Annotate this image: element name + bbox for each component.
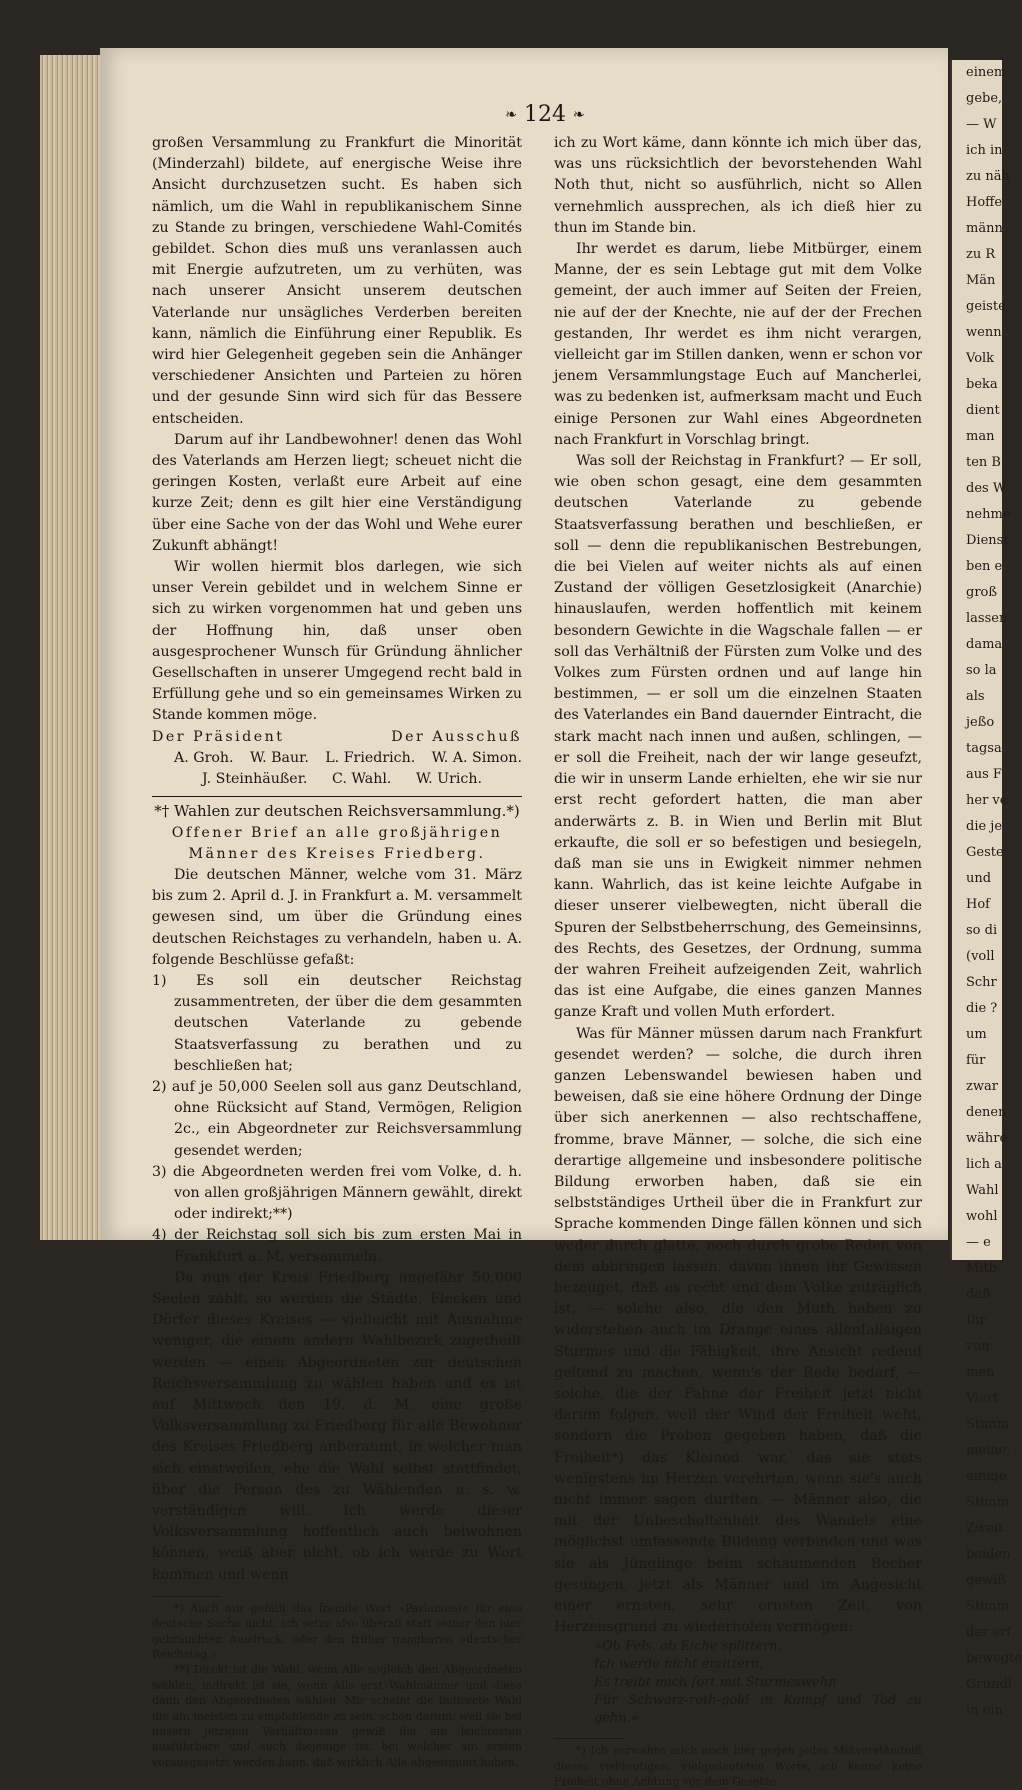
next-page-word: Mitb — [966, 1261, 998, 1276]
next-page-word: lassen — [966, 611, 1008, 626]
next-page-word: zu näh — [966, 169, 1010, 184]
next-page-word: Viert — [966, 1391, 999, 1406]
page-header — [470, 102, 620, 127]
next-page-word: men — [966, 1365, 995, 1380]
page-number: 124 — [524, 102, 566, 127]
signature-name: W. A. Simon. — [431, 749, 522, 766]
next-page-word: — W — [966, 117, 997, 132]
verse-line: Es treibt mich fort mit Sturmeswehn — [594, 1675, 837, 1691]
signature-name: A. Groh. — [174, 749, 234, 766]
list-item: 2) auf je 50,000 Seelen soll aus ganz Deutschland, ohne Rücksicht auf Stand, Vermögen, Religion 2c., ein Abgeordneter zur Reichsversammlung gesendet werden; — [152, 1078, 522, 1159]
next-page-word: Wahl — [966, 1183, 999, 1198]
ornament-right-icon: ❧ — [573, 107, 585, 123]
page-stack-edge — [40, 55, 100, 1240]
open-letter-title: Offener Brief an alle großjährigen Männer des Kreises Friedberg. — [171, 824, 503, 862]
next-page-word: Stimm — [966, 1495, 1009, 1510]
paragraph: Wir wollen hiermit blos darlegen, wie sich unser Verein gebildet und in welchem Sinne er sich zu wirken vorgenommen hat und geben uns der Hoffnung hin, daß unser oben ausgesprochener Wunsch für Gründung ähnlicher Gesellschaften in unserer Umgegend recht bald in Erfüllung gehe und so ein gemeinsames Wirken zu Stande kommen möge. — [152, 559, 522, 724]
next-page-word: die ? — [966, 1001, 998, 1016]
next-page-word: des W — [966, 481, 1007, 496]
signature-name: L. Friedrich. — [325, 749, 416, 766]
next-page-word: beka — [966, 377, 998, 392]
signature-name: C. Wahl. — [332, 771, 392, 788]
paragraph: Darum auf ihr Landbewohner! denen das Wohl des Vaterlands am Herzen liegt; scheuet nicht die geringen Kosten, verlaßt eure Arbeit auf eine kurze Zeit; denn es gilt hier eine Verständigung über eine Sache von der das Wohl und Wehe eurer Zukunft abhängt! — [152, 431, 522, 554]
footnote: **) Direkt ist die Wahl, wenn Alle sogleich den Abgeordneten wählen; indirekt ist sie, wenn Alle erst Wahlmänner und diese dann den Abgeordneten wählen. Mir scheint die indirecte Wahl die am meisten zu empfehlende zu sein, schon darum, weil sie bei unsern jetzigen Verhältnissen gewiß die am leichtesten ausführbare und auch diejenige ist, bei welcher am ersten vorausgesetzt werden kann, daß wirklich Alle abgestimmt haben. — [152, 1663, 522, 1769]
next-page-word: Zweit — [966, 1521, 1004, 1536]
footnote-divider — [152, 1596, 222, 1597]
next-page-word: geiste — [966, 299, 1006, 314]
next-page-word: so la — [966, 663, 997, 678]
next-page-word: bewegte — [966, 1651, 1022, 1666]
signature-names — [152, 748, 522, 769]
list-item: 4) der Reichstag soll sich bis zum ersten Mai in Frankfurt a. M. versammeln. — [152, 1227, 522, 1265]
right-column — [554, 133, 922, 1790]
next-page-fragment — [950, 60, 1022, 1718]
next-page-word: währe — [966, 1131, 1008, 1146]
next-page-word: nehme — [966, 507, 1011, 522]
next-page-word: wenn — [966, 325, 1002, 340]
next-page-word: Ihr — [966, 1313, 986, 1328]
left-column — [152, 133, 522, 1770]
paragraph: Was soll der Reichstag in Frankfurt? — Er soll, wie oben schon gesagt, eine dem gesammten deutschen Vaterlande zu gebende Staatsverfassung berathen und beschließen, er soll — denn die republikanischen Bestrebungen, die bei Vielen auf weiter nichts als auf einen Zustand der völligen Gesetzlosigkeit (Anarchie) hinauslaufen, werden hoffentlich mit keinem besondern Gewichte in die Wagschale fallen — er soll das Verhältniß der Fürsten zum Volke und des Volkes zum Fürsten ordnen und auf lange hin bestimmen, — er soll um die einzelnen Staaten des Vaterlandes ein Band dauernder Eintracht, die stark macht nach innen und außen, schlingen, — er soll die Freiheit, nach der wir lange geseufzt, die wir in unserm Lande erhielten, ehe wir sie nur erst recht gefordert hatten, die man aber anderwärts z. B. in Wien und Berlin mit Blut erkaufte, die soll er so befestigen und besiegeln, daß man sie uns in Ewigkeit nimmer nehmen kann. Wahrlich, das ist keine leichte Aufgabe in dieser unserer vielbewegten, nicht überall die Spuren der Selbstbeherrschung, des Gemeinsinns, des Rechts, des Gesetzes, der Ordnung, summa der wahren Freiheit aufzeigenden Zeit, wahrlich das ist eine Aufgabe, die eines ganzen Mannes ganze Kraft und vollen Muth erfordert. — [554, 453, 922, 1021]
next-page-word: als — [966, 689, 985, 704]
next-page-word: Schr — [966, 975, 997, 990]
signature-president: Der Präsident — [152, 728, 285, 745]
next-page-word: zwar — [966, 1079, 998, 1094]
next-page-word: Geste — [966, 845, 1004, 860]
next-page-word: so di — [966, 923, 998, 938]
next-page-word: denen — [966, 1105, 1007, 1120]
next-page-word: beiden — [966, 1547, 1011, 1562]
next-page-word: man — [966, 429, 995, 444]
next-page-word: dama — [966, 637, 1003, 652]
signature-committee: Der Ausschuß — [391, 728, 522, 745]
next-page-word: wohl — [966, 1209, 998, 1224]
next-page-word: die je — [966, 819, 1003, 834]
next-page-word: Stimm — [966, 1599, 1009, 1614]
next-page-word: gewiß — [966, 1573, 1006, 1588]
paragraph: Die deutschen Männer, welche vom 31. März bis zum 2. April d. J. in Frankfurt a. M. versammelt gewesen sind, um über die Gründung eines deutschen Reichstages zu verhandeln, haben u. A. folgende Beschlüsse gefaßt: — [152, 866, 522, 968]
signature-name: J. Steinhäußer. — [202, 771, 308, 788]
next-page-word: ten B — [966, 455, 1001, 470]
list-item: 1) Es soll ein deutscher Reichstag zusammentreten, der über die dem gesammten deutschen Vaterlande zu gebende Staatsverfassung zu berathen und zu beschließen hat; — [152, 972, 522, 1074]
paragraph: ich zu Wort käme, dann könnte ich mich über das, was uns rücksichtlich der bevorstehenden Wahl Noth thut, nicht so ausführlich, nicht so Allen vernehmlich aussprechen, als ich dieß hier zu thun im Stande bin. — [554, 135, 922, 236]
list-item: 3) die Abgeordneten werden frei vom Volke, d. h. von allen großjährigen Männern gewählt, direkt oder indirekt;**) — [152, 1163, 522, 1223]
next-page-word: von — [966, 1339, 990, 1354]
next-page-word: Hoffe — [966, 195, 1003, 210]
signature-name: W. Urich. — [416, 771, 482, 788]
next-page-word: der erf — [966, 1625, 1012, 1640]
next-page-word: einige — [966, 1469, 1007, 1484]
next-page-word: in ein — [966, 1703, 1003, 1718]
next-page-word: meine, — [966, 1443, 1011, 1458]
next-page-word: für — [966, 1053, 986, 1068]
ornament-left-icon: ❧ — [505, 107, 517, 123]
next-page-word: Män — [966, 273, 996, 288]
section-heading: *† Wahlen zur deutschen Reichsversammlung.*) — [154, 802, 520, 821]
next-page-word: Dienst — [966, 533, 1009, 548]
next-page-word: ich in — [966, 143, 1003, 158]
next-page-word: (voll — [966, 949, 995, 964]
verse-line: Ich werde nicht erzittern, — [594, 1657, 764, 1673]
signature-roles — [152, 727, 522, 748]
next-page-word: aus F — [966, 767, 1002, 782]
paragraph: Da nun der Kreis Friedberg ungefähr 50,000 Seelen zählt, so werden die Städte, Flecken und Dörfer dieses Kreises — vielleicht mit Ausnahme weniger, die einem andern Wahlbezirk zugetheilt werden — einen Abgeordneten zur deutschen Reichsversammlung zu wählen haben und es ist auf Mittwoch den 19. d. M. eine große Volksversammlung zu Friedberg für alle Bewohner des Kreises Friedberg anberaumt, in welcher man sich einstweilen, ehe die Wahl selbst stattfindet, über die Person des zu Wählenden u. s. w. verständigen will. Ich werde dieser Volksversammlung hoffentlich auch beiwohnen können, weiß aber nicht, ob ich werde zu Wort kommen und wenn — [152, 1269, 522, 1583]
paragraph: großen Versammlung zu Frankfurt die Minorität (Minderzahl) bildete, auf energische Weise ihre Ansicht durchzusetzen sucht. Es haben sich nämlich, um die Wahl in republikanischem Sinne zu Stande zu bringen, verschiedene Wahl-Comités gebildet. Schon dies muß uns veranlassen auch mit Energie aufzutreten, um zu verhüten, was nach unserer Ansicht unserem deutschen Vaterlande nur unsägliches Verderben bereiten kann, nämlich die Einführung einer Republik. Es wird hier Gelegenheit gegeben sein die Anhänger verschiedener Ansichten und Parteien zu hören und der gesunde Sinn wird sich für das Bessere entscheiden. — [152, 135, 522, 427]
next-page-word: einem — [966, 65, 1007, 80]
next-page-word: Volk — [966, 351, 995, 366]
verse-line: »Ob Fels, ob Eiche splittern, — [594, 1639, 782, 1655]
signature-names — [152, 769, 522, 790]
footnote: *) Auch mir gefällt das fremde Wort »Parlament« für eine deutsche Sache nicht; ich setze also überall statt seiner den hier gebrauchten Ausdruck, oder den früher gangbaren »deutscher Reichstag.« — [152, 1601, 522, 1662]
paragraph: Was für Männer müssen darum nach Frankfurt gesendet werden? — solche, die durch ihren ganzen Lebenswandel bewiesen haben und beweisen, daß sie eine höhere Ordnung der Dinge über sich anerkennen — also rechtschaffene, fromme, brave Männer, — solche, die sich eine derartige allgemeine und insbesondere politische Bildung erworben haben, daß sie ein selbstständiges Urtheil über die in Frankfurt zur Sprache kommenden Dinge fällen können und sich weder durch glatte, noch durch grobe Reden von dem abbringen lassen, davon ihnen ihr Gewissen bezeuget, daß es recht und dem Volke zuträglich ist, — solche also, die den Muth haben zu widerstehen auch im Drange eines allenfallsigen Sturmes und die Fähigkeit, ihre Ansicht redend geltend zu machen, wenn's der Rede bedarf, — solche, die der Fahne der Freiheit jetzt nicht darum folgen, weil der Wind der Freiheit weht, sondern die Proben gegeben haben, daß die Freiheit*) das Kleinod war, das sie stets wenigstens im Herzen verehrten, wenn sie's auch nicht immer sagen durften, — Männer also, die mit der Unbescholtenheit des Wandels eine möglichst umfassende Bildung verbinden und was sie als Jünglinge beim schäumenden Becher gesungen, jetzt als Männer und im Angesicht einer ernsten, sehr ernsten Zeit, von Herzensgrund zu wiederholen vermögen: — [554, 1025, 922, 1636]
verse-quote — [554, 1638, 922, 1728]
next-page-word: und — [966, 871, 992, 886]
next-page-word: Stimm — [966, 1417, 1009, 1432]
next-page-word: um — [966, 1027, 987, 1042]
next-page-word: gebe, — [966, 91, 1003, 106]
next-page-word: ben e — [966, 559, 1003, 574]
next-page-word: zu R — [966, 247, 996, 262]
footnote-divider — [554, 1738, 624, 1739]
next-page-word: groß — [966, 585, 998, 600]
next-page-word: Hof — [966, 897, 990, 912]
next-page-word: Grundl — [966, 1677, 1012, 1692]
section-divider — [152, 796, 522, 797]
next-page-word: dient — [966, 403, 1000, 418]
footnote: *) Ich verwahre mich auch hier gegen jedes Mißverständniß dieses vieldeutigen, vielgedeuteten Worts, ich kenne keine Freiheit ohne Achtung vor dem Gesetze. — [554, 1744, 922, 1789]
verse-line: Für Schwarz-roth-gold in Kampf und Tod zu gehn.« — [594, 1693, 922, 1727]
next-page-word: her ve — [966, 793, 1008, 808]
signature-name: W. Baur. — [249, 749, 309, 766]
next-page-word: daß — [966, 1287, 991, 1302]
next-page-word: männ — [966, 221, 1003, 236]
next-page-word: — e — [966, 1235, 991, 1250]
next-page-word: jeßo — [966, 715, 995, 730]
next-page-word: tagsa — [966, 741, 1002, 756]
paragraph: Ihr werdet es darum, liebe Mitbürger, einem Manne, der es sein Lebtage gut mit dem Volke gemeint, der auch immer auf Seiten der Freien, nie auf der der Knechte, nie auf der der Frechen gestanden, Ihr werdet es ihm nicht verargen, vielleicht gar im Stillen danken, wenn er schon vor jenem Versammlungstage Euch auf Mancherlei, was zu bedenken ist, aufmerksam macht und Euch einige Personen zur Wahl eines Abgeordneten nach Frankfurt in Vorschlag bringt. — [554, 241, 922, 448]
next-page-word: lich a — [966, 1157, 1002, 1172]
